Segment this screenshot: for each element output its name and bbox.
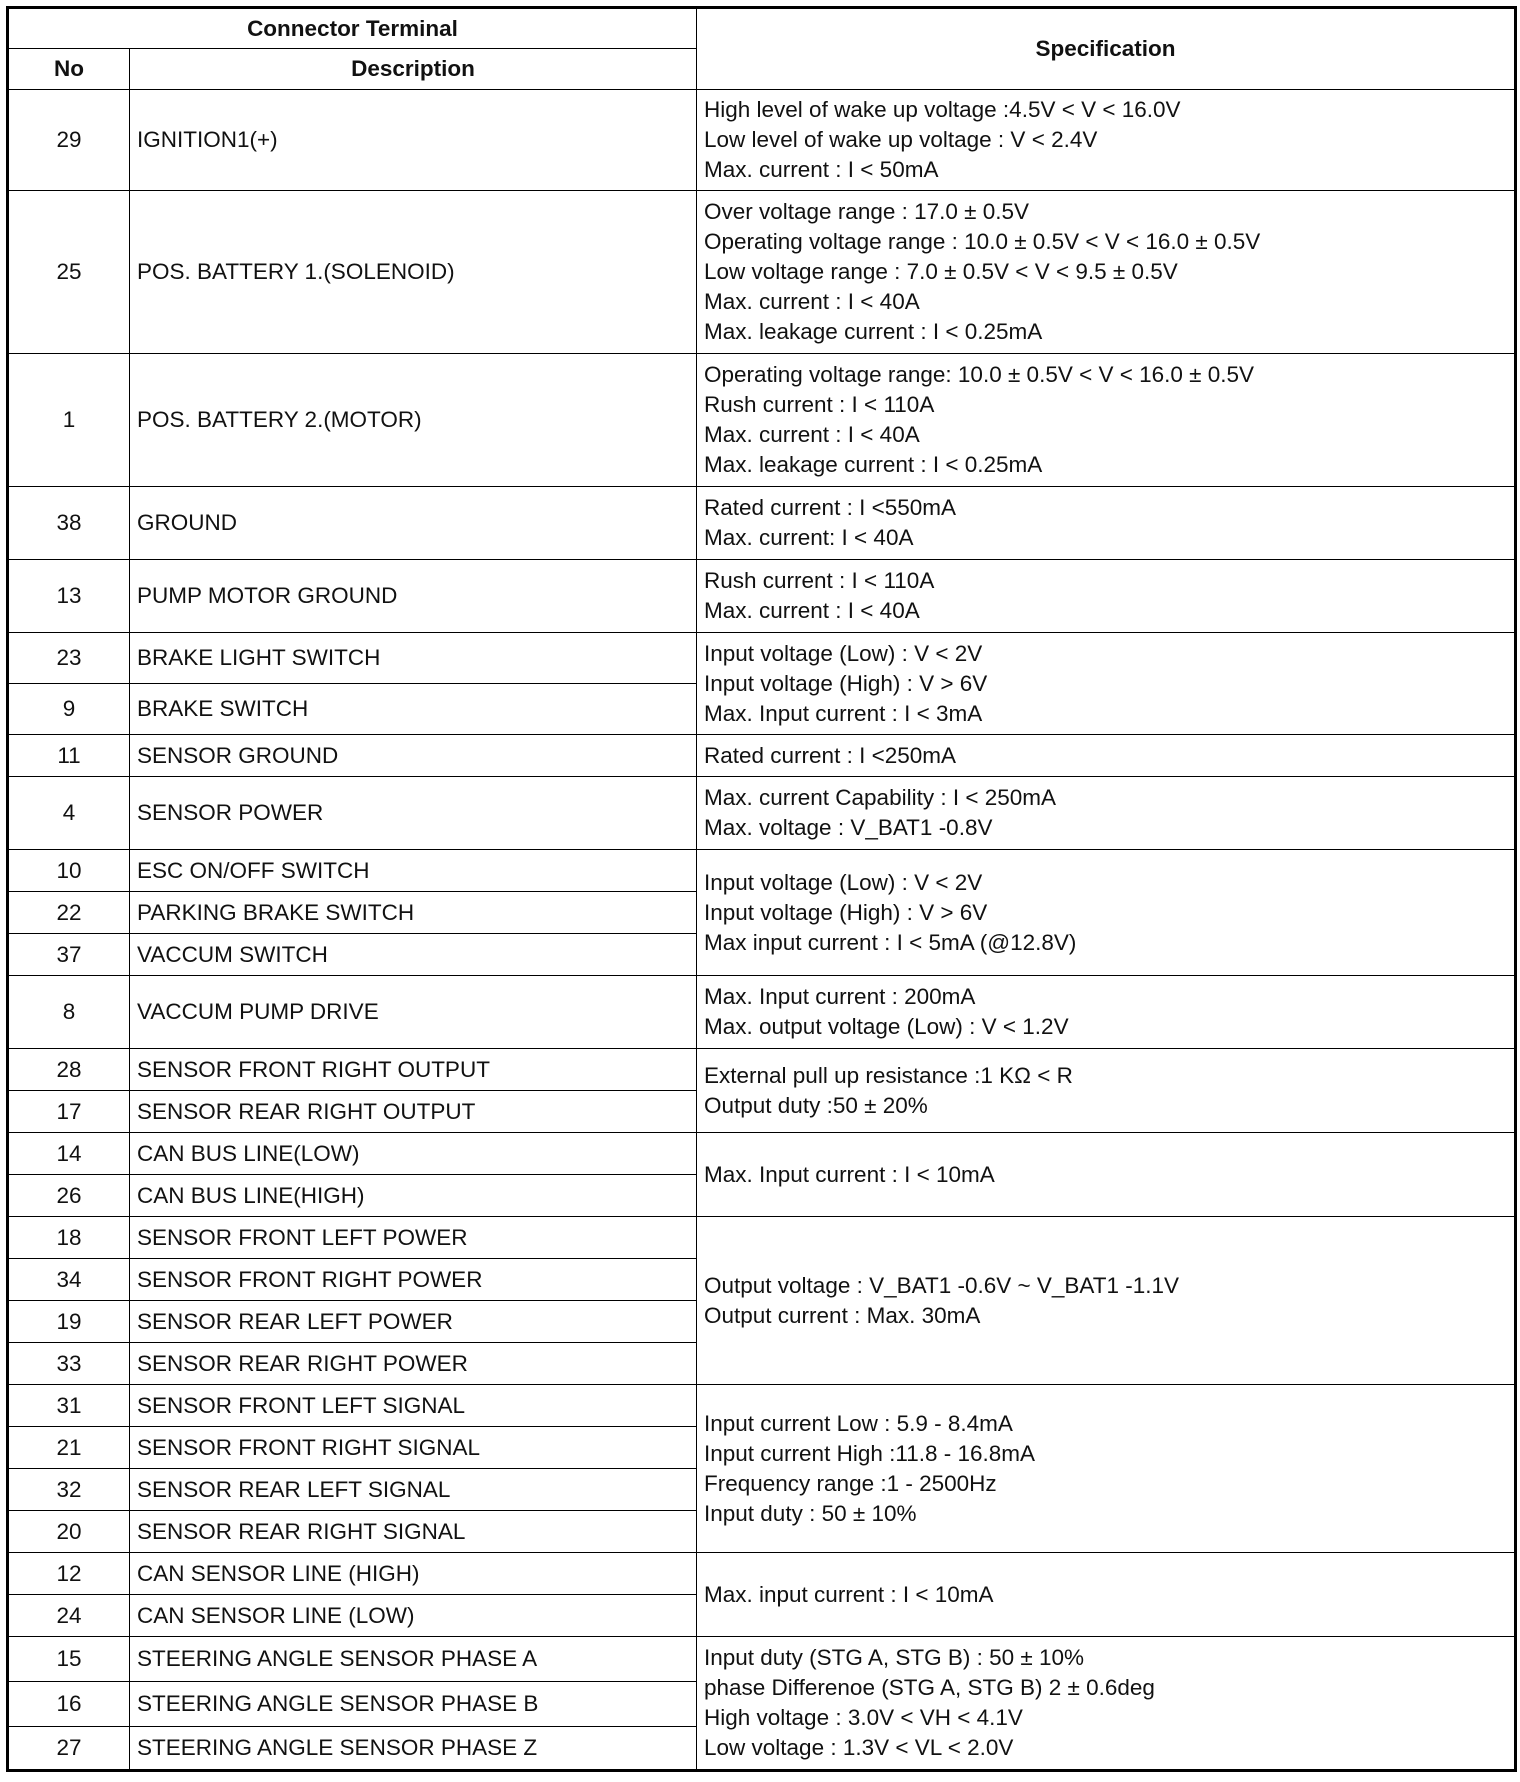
terminal-number: 28 <box>8 1049 130 1091</box>
terminal-number: 8 <box>8 976 130 1049</box>
spec-line: Input voltage (Low) : V < 2V <box>704 640 983 666</box>
spec-line: External pull up resistance :1 KΩ < R <box>704 1062 1073 1088</box>
table-row <box>8 354 1516 487</box>
terminal-number: 11 <box>8 735 130 777</box>
terminal-number: 24 <box>8 1595 130 1637</box>
terminal-description: CAN BUS LINE(HIGH) <box>130 1175 697 1217</box>
terminal-number: 10 <box>8 850 130 892</box>
specification-cell <box>697 1133 1516 1217</box>
spec-line: phase Differenoe (STG A, STG B) 2 ± 0.6deg <box>704 1675 1155 1700</box>
spec-line: Max. current : I < 40A <box>704 422 920 447</box>
spec-line: Rated current : I <250mA <box>704 742 957 768</box>
spec-line: Operating voltage range : 10.0 ± 0.5V < V < 16.0 ± 0.5V <box>704 229 1261 254</box>
terminal-description: SENSOR REAR RIGHT POWER <box>130 1343 697 1385</box>
table-row <box>8 487 1516 560</box>
terminal-number: 26 <box>8 1175 130 1217</box>
terminal-number: 33 <box>8 1343 130 1385</box>
table-row <box>8 850 1516 892</box>
spec-line: Max. Input current : I < 10mA <box>704 1161 995 1187</box>
specification-cell <box>697 90 1516 191</box>
table-row <box>8 1385 1516 1427</box>
terminal-description: GROUND <box>130 487 697 560</box>
description-header: Description <box>130 49 697 90</box>
terminal-description: SENSOR FRONT LEFT POWER <box>130 1217 697 1259</box>
terminal-description: ESC ON/OFF SWITCH <box>130 850 697 892</box>
terminal-number: 25 <box>8 191 130 354</box>
terminal-number: 29 <box>8 90 130 191</box>
spec-line: Low voltage : 1.3V < VL < 2.0V <box>704 1735 1014 1760</box>
spec-line: Max. current : I < 50mA <box>704 157 939 182</box>
spec-line: Over voltage range : 17.0 ± 0.5V <box>704 199 1030 224</box>
spec-line: High level of wake up voltage :4.5V < V < 16.0V <box>704 97 1181 122</box>
spec-line: Output current : Max. 30mA <box>704 1302 981 1328</box>
specification-cell <box>697 1385 1516 1553</box>
table-row <box>8 777 1516 850</box>
terminal-description: POS. BATTERY 1.(SOLENOID) <box>130 191 697 354</box>
terminal-description: STEERING ANGLE SENSOR PHASE Z <box>130 1727 697 1771</box>
specification-cell <box>697 850 1516 976</box>
spec-line: Max. voltage : V_BAT1 -0.8V <box>704 815 993 840</box>
terminal-number: 16 <box>8 1682 130 1727</box>
terminal-number: 32 <box>8 1469 130 1511</box>
terminal-description: SENSOR REAR RIGHT OUTPUT <box>130 1091 697 1133</box>
terminal-number: 15 <box>8 1637 130 1682</box>
terminal-description: SENSOR POWER <box>130 777 697 850</box>
spec-line: Input duty (STG A, STG B) : 50 ± 10% <box>704 1645 1085 1670</box>
table-row <box>8 90 1516 191</box>
terminal-description: SENSOR GROUND <box>130 735 697 777</box>
terminal-number: 12 <box>8 1553 130 1595</box>
spec-line: Input voltage (High) : V > 6V <box>704 899 988 925</box>
terminal-description: PARKING BRAKE SWITCH <box>130 892 697 934</box>
spec-line: Output voltage : V_BAT1 -0.6V ~ V_BAT1 -1.1V <box>704 1272 1180 1298</box>
specification-cell <box>697 1553 1516 1637</box>
terminal-description: STEERING ANGLE SENSOR PHASE B <box>130 1682 697 1727</box>
terminal-description: SENSOR REAR RIGHT SIGNAL <box>130 1511 697 1553</box>
specification-cell <box>697 354 1516 487</box>
table-row <box>8 560 1516 633</box>
table-row <box>8 735 1516 777</box>
terminal-number: 1 <box>8 354 130 487</box>
spec-table-container <box>6 6 1517 1772</box>
spec-line: Low level of wake up voltage : V < 2.4V <box>704 127 1098 152</box>
spec-line: Max. output voltage (Low) : V < 1.2V <box>704 1014 1069 1039</box>
terminal-description: SENSOR FRONT RIGHT OUTPUT <box>130 1049 697 1091</box>
terminal-description: CAN BUS LINE(LOW) <box>130 1133 697 1175</box>
terminal-description: VACCUM PUMP DRIVE <box>130 976 697 1049</box>
terminal-number: 38 <box>8 487 130 560</box>
terminal-description: SENSOR FRONT LEFT SIGNAL <box>130 1385 697 1427</box>
terminal-number: 9 <box>8 684 130 735</box>
connector-spec-table <box>6 6 1517 1772</box>
specification-cell <box>697 487 1516 560</box>
spec-line: Rush current : I < 110A <box>704 568 935 593</box>
terminal-number: 22 <box>8 892 130 934</box>
terminal-number: 37 <box>8 934 130 976</box>
terminal-description: SENSOR FRONT RIGHT SIGNAL <box>130 1427 697 1469</box>
table-row <box>8 633 1516 684</box>
terminal-number: 20 <box>8 1511 130 1553</box>
spec-line: Input voltage (High) : V > 6V <box>704 670 988 696</box>
spec-line: Max. leakage current : I < 0.25mA <box>704 452 1043 477</box>
connector-terminal-header: Connector Terminal <box>8 8 697 49</box>
spec-line: Output duty :50 ± 20% <box>704 1092 928 1118</box>
terminal-description: PUMP MOTOR GROUND <box>130 560 697 633</box>
specification-cell <box>697 1049 1516 1133</box>
specification-cell <box>697 191 1516 354</box>
terminal-description: POS. BATTERY 2.(MOTOR) <box>130 354 697 487</box>
terminal-number: 34 <box>8 1259 130 1301</box>
terminal-description: STEERING ANGLE SENSOR PHASE A <box>130 1637 697 1682</box>
spec-line: Input voltage (Low) : V < 2V <box>704 869 983 895</box>
specification-header: Specification <box>697 8 1516 90</box>
terminal-number: 31 <box>8 1385 130 1427</box>
specification-cell <box>697 735 1516 777</box>
table-row <box>8 1637 1516 1682</box>
spec-line: Rated current : I <550mA <box>704 495 957 520</box>
spec-line: Input current High :11.8 - 16.8mA <box>704 1440 1036 1466</box>
specification-cell <box>697 1637 1516 1771</box>
terminal-description: VACCUM SWITCH <box>130 934 697 976</box>
spec-line: Input duty : 50 ± 10% <box>704 1500 917 1526</box>
table-row <box>8 1553 1516 1595</box>
spec-line: Max. Input current : 200mA <box>704 984 976 1009</box>
table-row <box>8 1049 1516 1091</box>
spec-line: Max. leakage current : I < 0.25mA <box>704 319 1043 344</box>
terminal-number: 23 <box>8 633 130 684</box>
terminal-description: SENSOR FRONT RIGHT POWER <box>130 1259 697 1301</box>
spec-line: Input current Low : 5.9 - 8.4mA <box>704 1410 1013 1436</box>
spec-line: Rush current : I < 110A <box>704 392 935 417</box>
specification-cell <box>697 976 1516 1049</box>
terminal-number: 21 <box>8 1427 130 1469</box>
specification-cell <box>697 560 1516 633</box>
spec-line: Frequency range :1 - 2500Hz <box>704 1470 997 1496</box>
terminal-description: SENSOR REAR LEFT SIGNAL <box>130 1469 697 1511</box>
terminal-description: CAN SENSOR LINE (LOW) <box>130 1595 697 1637</box>
spec-line: Max input current : I < 5mA (@12.8V) <box>704 929 1077 955</box>
spec-line: Max. Input current : I < 3mA <box>704 700 983 726</box>
spec-line: Max. input current : I < 10mA <box>704 1581 994 1607</box>
specification-cell <box>697 777 1516 850</box>
terminal-number: 19 <box>8 1301 130 1343</box>
terminal-number: 17 <box>8 1091 130 1133</box>
table-row <box>8 1133 1516 1175</box>
table-row <box>8 976 1516 1049</box>
spec-line: Max. current: I < 40A <box>704 525 914 550</box>
specification-cell <box>697 1217 1516 1385</box>
terminal-number: 27 <box>8 1727 130 1771</box>
terminal-number: 18 <box>8 1217 130 1259</box>
no-header: No <box>8 49 130 90</box>
spec-line: Max. current : I < 40A <box>704 289 920 314</box>
terminal-description: CAN SENSOR LINE (HIGH) <box>130 1553 697 1595</box>
spec-line: Low voltage range : 7.0 ± 0.5V < V < 9.5 ± 0.5V <box>704 259 1178 284</box>
table-row <box>8 1217 1516 1259</box>
terminal-description: BRAKE SWITCH <box>130 684 697 735</box>
spec-line: Operating voltage range: 10.0 ± 0.5V < V < 16.0 ± 0.5V <box>704 362 1255 387</box>
table-row <box>8 191 1516 354</box>
spec-line: High voltage : 3.0V < VH < 4.1V <box>704 1705 1023 1730</box>
terminal-number: 4 <box>8 777 130 850</box>
terminal-description: IGNITION1(+) <box>130 90 697 191</box>
terminal-number: 13 <box>8 560 130 633</box>
specification-cell <box>697 633 1516 735</box>
terminal-description: SENSOR REAR LEFT POWER <box>130 1301 697 1343</box>
terminal-description: BRAKE LIGHT SWITCH <box>130 633 697 684</box>
terminal-number: 14 <box>8 1133 130 1175</box>
spec-line: Max. current Capability : I < 250mA <box>704 785 1057 810</box>
table-body <box>8 90 1516 1771</box>
spec-line: Max. current : I < 40A <box>704 598 920 623</box>
